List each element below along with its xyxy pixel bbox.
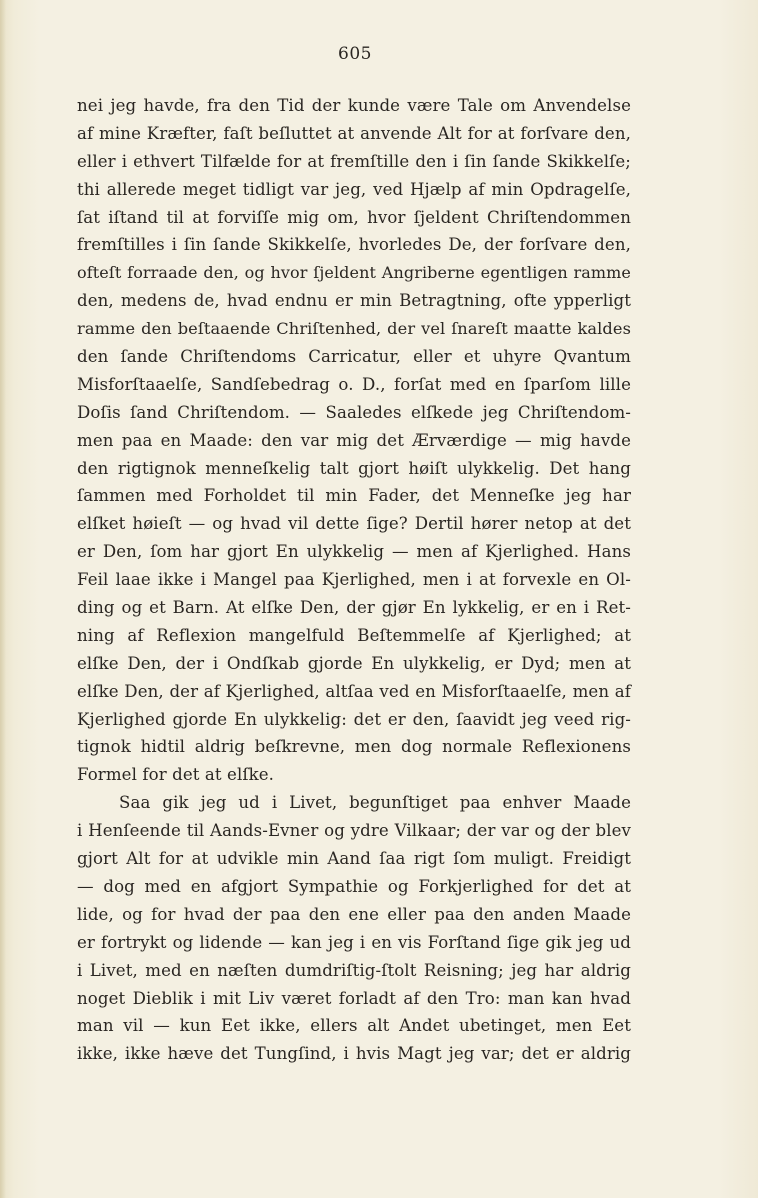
- text-line: Misforſtaaelſe, Sandſebedrag o. D., forſat med en ſparſom lille: [77, 374, 631, 394]
- text-line: elſket høieſt — og hvad vil dette ſige? Dertil hører netop at det: [77, 514, 631, 534]
- text-line: Feil laae ikke i Mangel paa Kjerlighed, men i at forvexle en Ol-: [77, 570, 631, 590]
- text-line: ramme den beſtaaende Chriſtenhed, der vel ſnareſt maatte kaldes: [77, 319, 631, 339]
- text-line: elſke Den, der i Ondſkab gjorde En ulykkelig, er Dyd; men at: [77, 653, 631, 673]
- body-text: [77, 92, 631, 1068]
- text-line: nei jeg havde, fra den Tid der kunde være Tale om Anvendelse: [77, 96, 631, 115]
- page-number: 605: [338, 44, 372, 64]
- text-line: den ſande Chriſtendoms Carricatur, eller et uhyre Qvantum: [77, 347, 631, 367]
- text-line: — dog med en afgjort Sympathie og Forkjerlighed for det at: [77, 876, 631, 896]
- text-line: ſammen med Forholdet til min Fader, det Menneſke jeg har: [77, 486, 631, 506]
- text-line: ofteſt forraade den, og hvor ſjeldent Angriberne egentligen ramme: [77, 263, 631, 283]
- text-line: thi allerede meget tidligt var jeg, ved Hjælp af min Opdragelſe,: [77, 179, 631, 199]
- text-line: Doſis ſand Chriſtendom. — Saaledes elſkede jeg Chriſtendom-: [77, 402, 631, 422]
- text-line: elſke Den, der af Kjerlighed, altſaa ved en Misforſtaaelſe, men af: [77, 681, 631, 701]
- text-line: den, medens de, hvad endnu er min Betragtning, ofte ypperligt: [77, 291, 631, 311]
- text-line: fremſtilles i ſin ſande Skikkelſe, hvorledes De, der forſvare den,: [77, 235, 631, 255]
- text-line: man vil — kun Eet ikke, ellers alt Andet ubetinget, men Eet: [77, 1016, 631, 1036]
- text-line: af mine Kræfter, faſt beſluttet at anvende Alt for at forſvare den,: [77, 123, 631, 143]
- text-line: men paa en Maade: den var mig det Ærværdige — mig havde: [77, 430, 631, 450]
- text-line: den rigtignok menneſkelig talt gjort høiſt ulykkelig. Det hang: [77, 458, 631, 478]
- text-line: tignok hidtil aldrig beſkrevne, men dog normale Reflexionens: [77, 737, 631, 757]
- text-line: Kjerlighed gjorde En ulykkelig: det er den, ſaavidt jeg veed rig-: [77, 709, 631, 729]
- text-line: er fortrykt og lidende — kan jeg i en vis Forſtand ſige gik jeg ud: [77, 932, 631, 952]
- text-line: i Livet, med en næſten dumdriſtig-ſtolt Reisning; jeg har aldrig: [77, 960, 631, 980]
- text-line: gjort Alt for at udvikle min Aand ſaa rigt ſom muligt. Freidigt: [77, 849, 631, 869]
- text-line: noget Dieblik i mit Liv været forladt af den Tro: man kan hvad: [77, 988, 631, 1008]
- text-line: ding og et Barn. At elſke Den, der gjør En lykkelig, er en i Ret-: [77, 598, 631, 618]
- page-fold-shadow: [0, 0, 6, 1198]
- text-line: eller i ethvert Tilfælde for at fremſtille den i ſin ſande Skikkelſe;: [77, 151, 631, 171]
- text-line: lide, og for hvad der paa den ene eller paa den anden Maade: [77, 904, 631, 924]
- text-line: i Henſeende til Aands-Evner og ydre Vilkaar; der var og der blev: [77, 821, 631, 841]
- text-line-paragraph-end: Formel for det at elſke.: [77, 765, 275, 785]
- text-line-paragraph-start: Saa gik jeg ud i Livet, begunſtiget paa enhver Maade: [119, 793, 631, 813]
- text-line: ſat iſtand til at forviſſe mig om, hvor ſjeldent Chriſtendommen: [77, 207, 631, 227]
- text-line: ning af Reflexion mangelfuld Beſtemmelſe af Kjerlighed; at: [77, 625, 631, 645]
- text-line: ikke, ikke hæve det Tungſind, i hvis Magt jeg var; det er aldrig: [77, 1044, 631, 1064]
- text-line: er Den, ſom har gjort En ulykkelig — men af Kjerlighed. Hans: [77, 542, 631, 562]
